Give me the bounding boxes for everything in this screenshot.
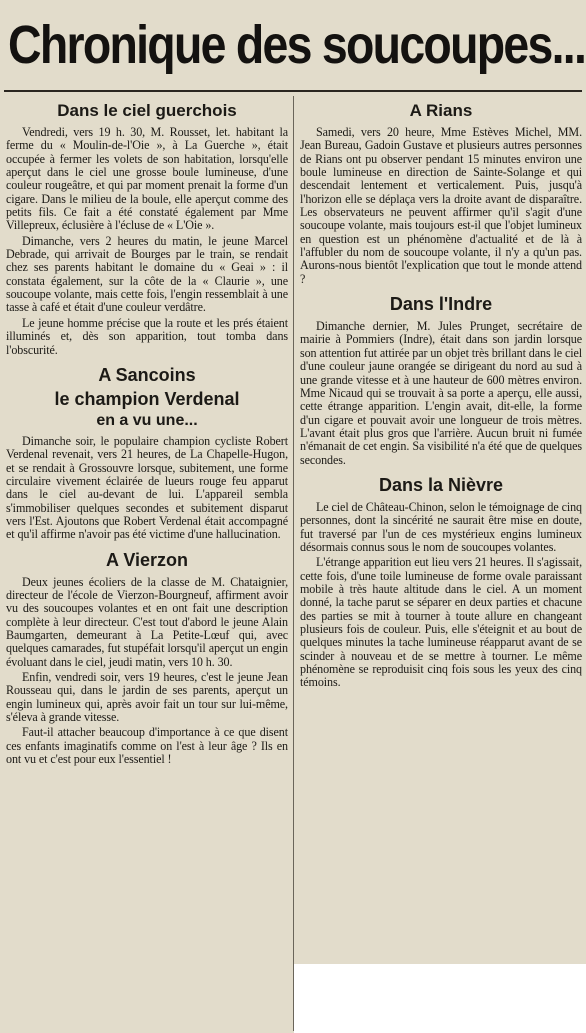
headline-rule [4,90,582,92]
headline: Chronique des soucoupes... [8,15,586,75]
section-title-vierzon: A Vierzon [105,549,189,570]
article-paragraph: Le ciel de Château-Chinon, selon le témoignage de cinq personnes, dont la sincérité ne saurait être mise en doute, fut traversé par l'un de ces mystérieux engins lumineux désormais connus sous le nom de soucoupes volantes. [300,499,582,554]
column-divider [293,96,294,1031]
blank-corner [294,964,586,1033]
right-column [300,96,582,1033]
article-paragraph: Vendredi, vers 19 h. 30, M. Rousset, let. habitant la ferme du « Moulin-de-l'Oie », à La Guerche », était occupée à fermer les volets de son habitation, lorsqu'elle aperçut dans le ciel une grosse boule lumineuse, d'une couleur rougeâtre, et qui par moment prenait la forme d'un cigare. Dans le milieu de la boule, elle aperçut comme des petits fils. Ce fait a été constaté également par Mme Villepreux, éclusière à l'écluse de « L'Oie ». [6,125,288,233]
article-paragraph: Faut-il attacher beaucoup d'importance à ce que disent ces enfants imaginatifs comme on l'est à leur âge ? Ils en ont vu et c'est pour eux l'essentiel ! [6,725,288,767]
section-title-rians: A Rians [409,101,473,120]
section-title-sancoins: A Sancoins [98,364,196,385]
article-paragraph: Samedi, vers 20 heure, Mme Estèves Michel, MM. Jean Bureau, Gadoin Gustave et plusieurs autres personnes de Rians ont pu observer pendant 15 minutes environ une boule lumineuse en direction de Sainte-Solange et qui descendait lentement et verticalement. Puis, jusqu'à l'horizon elle se déplaça vers la droite avant de disparaître. Les observateurs ne peuvent affirmer qu'il s'agit d'une soucoupe volante, mais toujours est-il que l'objet lumineux en question est un phénomène d'actualité et de là à l'affubler du nom de soucoupe volante, il n'y a qu'un pas. Aurons-nous bientôt l'explication que tout le monde attend ? [300,125,582,286]
article-paragraph: Dimanche dernier, M. Jules Prunget, secrétaire de mairie à Pommiers (Indre), était dans son jardin lorsque son attention fut attirée par un objet très brillant dans le ciel d'une couleur jaune orangée se dirigeant du nord au sud à une grande vitesse et à une hauteur de 600 mètres environ. Mme Nicaud qui se trouvait à sa porte a aperçu, elle aussi, cette étrange apparition. L'engin avait, dit-elle, la forme d'un cigare et pouvait avoir une longueur de trois mètres. L'avant était plus gros que l'arrière. Aucun bruit ni fumée n'émanait de cet engin. Sa visibilité n'a été que de quelques secondes. [300,319,582,467]
article-paragraph: Dimanche, vers 2 heures du matin, le jeune Marcel Debrade, qui arrivait de Bourges par le train, se rendait chez ses parents habitant le domaine du « Geai » : il constata également, sur la côte de la « Claurie », une soucoupe volante, mais cette fois, l'engin ressemblait à une tasse à café et était d'une couleur verdâtre. [6,233,288,315]
section-title-nievre: Dans la Nièvre [378,474,504,495]
article-paragraph: Dimanche soir, le populaire champion cycliste Robert Verdenal revenait, vers 21 heures, de La Chapelle-Hugon, et se rendait à Grossouvre lorsque, subitement, une forme circulaire vivement éclairée de lueurs rouge feu apparut dans le ciel au-devant de lui. L'appareil sembla s'immobiliser quelques secondes et subitement disparut vers l'Est. Ajoutons que Robert Verdenal était accompagné et qu'il affirme n'avoir pas été victime d'une hallucination. [6,433,288,542]
section-title-indre: Dans l'Indre [389,294,493,315]
section-subtitle-vu-une: en a vu une... [96,411,198,429]
left-column [6,96,288,1033]
article-paragraph: L'étrange apparition eut lieu vers 21 heures. Il s'agissait, cette fois, d'une toile lumineuse de forme ovale paraissant mobile à très haute altitude dans le ciel. A un moment donné, la tache parut se séparer en deux parties et chacune des parties se mit à tourner à toute allure en changeant plusieurs fois de couleur. Puis, elle s'éteignit et au bout de quelques minutes la tache lumineuse réapparut avant de se scinder à nouveau et de se mettre à tourner. Le même phénomène se reproduisit cinq fois sous les yeux des cinq témoins. [300,555,582,690]
article-paragraph: Enfin, vendredi soir, vers 19 heures, c'est le jeune Jean Rousseau qui, dans le jardin de ses parents, aperçut un engin lumineux qui, après avoir fait un tour sur lui-même, s'éleva à grande vitesse. [6,670,288,725]
article-paragraph: Le jeune homme précise que la route et les prés étaient illuminés et, dès son apparition, tout tomba dans l'obscurité. [6,315,288,357]
article-paragraph: Deux jeunes écoliers de la classe de M. Chataignier, directeur de l'école de Vierzon-Bourgneuf, affirment avoir vu des soucoupes volantes et en ont fait une description complète à leur directeur. C'est tout d'abord le jeune Alain Baumgarten, demeurant à La Petite-Lœuf qui, avec quelques camarades, fut stupéfait lorsqu'il aperçut un engin évoluant dans le ciel, jeudi matin, vers 10 h. 30. [6,574,288,669]
section-subtitle-champion: le champion Verdenal [54,388,240,409]
section-title-la-guerche: Dans le ciel guerchois [57,101,237,120]
